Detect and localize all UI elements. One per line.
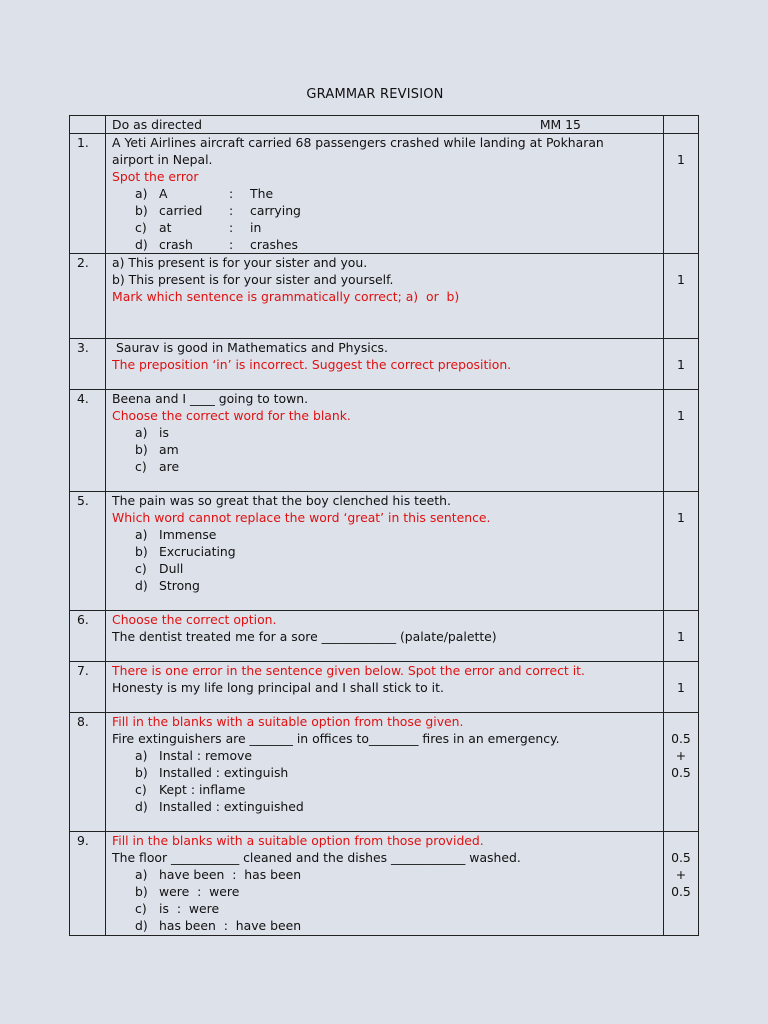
- question-number: 8.: [70, 713, 106, 832]
- marks-value: 0.5: [671, 765, 691, 780]
- option-left-text: at: [159, 220, 172, 235]
- option-label: a): [135, 748, 148, 763]
- option-text: Excruciating: [159, 544, 236, 559]
- option-item: [135, 424, 657, 441]
- option-right-text: carrying: [250, 203, 301, 218]
- option-item: [135, 577, 657, 594]
- option-item: [135, 781, 657, 798]
- option-text: Instal : remove: [159, 748, 253, 763]
- option-separator: :: [229, 203, 234, 218]
- question-instruction: The preposition ‘in’ is incorrect. Suggest the correct preposition.: [112, 357, 512, 372]
- option-right-text: crashes: [250, 237, 298, 252]
- option-text: Installed : extinguish: [159, 765, 289, 780]
- option-item: [135, 458, 657, 475]
- option-item: [135, 764, 657, 781]
- option-item: [135, 560, 657, 577]
- marks-value: 1: [677, 152, 685, 167]
- question-text: airport in Nepal.: [112, 152, 213, 167]
- option-separator: :: [229, 220, 234, 235]
- option-label: d): [135, 918, 148, 933]
- question-text: The pain was so great that the boy clenched his teeth.: [112, 493, 451, 508]
- question-text: A Yeti Airlines aircraft carried 68 passengers crashed while landing at Pokharan: [112, 135, 604, 150]
- instruction-text: Do as directed: [112, 117, 203, 132]
- options-list: [112, 866, 657, 934]
- marks-value: 1: [677, 357, 685, 372]
- marks-cell: [663, 713, 698, 832]
- question-text: The floor ___________ cleaned and the dishes ____________ washed.: [112, 850, 521, 865]
- question-number: 5.: [70, 492, 106, 611]
- max-marks: MM 15: [539, 117, 581, 132]
- marks-value: 1: [677, 680, 685, 695]
- question-number: 9.: [70, 832, 106, 936]
- question-table: [69, 115, 699, 936]
- marks-cell: [663, 492, 698, 611]
- marks-cell: [663, 254, 698, 339]
- question-number: 4.: [70, 390, 106, 492]
- question-text: Beena and I ____ going to town.: [112, 391, 309, 406]
- question-row: [70, 713, 699, 832]
- option-separator: :: [229, 237, 234, 252]
- question-row: [70, 339, 699, 390]
- question-number: 2.: [70, 254, 106, 339]
- option-text: Immense: [159, 527, 217, 542]
- question-body: [106, 254, 664, 339]
- option-right-text: in: [250, 220, 262, 235]
- option-left-text: carried: [159, 203, 203, 218]
- question-body: [106, 134, 664, 254]
- option-item: [135, 185, 657, 202]
- options-list: [112, 747, 657, 815]
- marks-cell: [663, 662, 698, 713]
- question-instruction: Choose the correct option.: [112, 612, 277, 627]
- option-item: [135, 202, 657, 219]
- option-item: [135, 441, 657, 458]
- marks-cell: [663, 339, 698, 390]
- option-text: have been : has been: [159, 867, 302, 882]
- question-row: [70, 254, 699, 339]
- option-left-text: crash: [159, 237, 193, 252]
- option-label: b): [135, 884, 148, 899]
- marks-value: 1: [677, 408, 685, 423]
- question-text: Saurav is good in Mathematics and Physics.: [112, 340, 388, 355]
- question-body: [106, 492, 664, 611]
- option-label: c): [135, 459, 147, 474]
- option-text: Strong: [159, 578, 200, 593]
- option-label: b): [135, 203, 148, 218]
- marks-value: 0.5: [671, 884, 691, 899]
- question-row: [70, 662, 699, 713]
- question-instruction: Fill in the blanks with a suitable option from those given.: [112, 714, 464, 729]
- option-item: [135, 747, 657, 764]
- question-row: [70, 390, 699, 492]
- option-item: [135, 917, 657, 934]
- marks-cell: [663, 390, 698, 492]
- option-text: Installed : extinguished: [159, 799, 304, 814]
- question-body: [106, 611, 664, 662]
- option-separator: :: [229, 186, 234, 201]
- option-text: has been : have been: [159, 918, 302, 933]
- option-label: d): [135, 578, 148, 593]
- question-body: [106, 662, 664, 713]
- question-text: The dentist treated me for a sore ____________ (palate/palette): [112, 629, 497, 644]
- option-item: [135, 219, 657, 236]
- table-header-row: [70, 116, 699, 134]
- question-number: 7.: [70, 662, 106, 713]
- marks-value: 0.5: [671, 850, 691, 865]
- option-left-text: A: [159, 186, 168, 201]
- page-title: GRAMMAR REVISION: [306, 87, 444, 102]
- marks-value: +: [675, 748, 687, 763]
- header-instruction-cell: [106, 116, 664, 134]
- question-instruction: Choose the correct word for the blank.: [112, 408, 351, 423]
- marks-value: 1: [677, 510, 685, 525]
- option-text: am: [159, 442, 179, 457]
- question-instruction: There is one error in the sentence given below. Spot the error and correct it.: [112, 663, 585, 678]
- option-label: a): [135, 867, 148, 882]
- option-right-text: The: [250, 186, 274, 201]
- option-label: c): [135, 220, 147, 235]
- option-label: a): [135, 425, 148, 440]
- options-list: [112, 424, 657, 475]
- question-text: Honesty is my life long principal and I shall stick to it.: [112, 680, 444, 695]
- marks-value: 1: [677, 272, 685, 287]
- question-number: 6.: [70, 611, 106, 662]
- option-label: b): [135, 765, 148, 780]
- option-text: is : were: [159, 901, 220, 916]
- option-label: b): [135, 544, 148, 559]
- question-text: a) This present is for your sister and you.: [112, 255, 368, 270]
- option-text: is: [159, 425, 169, 440]
- option-text: Dull: [159, 561, 184, 576]
- option-item: [135, 543, 657, 560]
- option-item: [135, 866, 657, 883]
- option-label: a): [135, 527, 148, 542]
- option-item: [135, 900, 657, 917]
- options-list: [112, 185, 657, 253]
- question-row: [70, 134, 699, 254]
- question-text: b) This present is for your sister and yourself.: [112, 272, 394, 287]
- question-body: [106, 390, 664, 492]
- option-label: a): [135, 186, 148, 201]
- question-instruction: Mark which sentence is grammatically correct; a) or b): [112, 289, 460, 304]
- option-label: c): [135, 901, 147, 916]
- options-list: [112, 526, 657, 594]
- question-row: [70, 611, 699, 662]
- question-number: 1.: [70, 134, 106, 254]
- option-text: are: [159, 459, 180, 474]
- marks-cell: [663, 832, 698, 936]
- marks-value: +: [675, 867, 687, 882]
- marks-cell: [663, 611, 698, 662]
- marks-cell: [663, 134, 698, 254]
- question-instruction: Spot the error: [112, 169, 199, 184]
- question-row: [70, 492, 699, 611]
- marks-value: 1: [677, 629, 685, 644]
- option-item: [135, 883, 657, 900]
- option-text: Kept : inflame: [159, 782, 246, 797]
- option-label: c): [135, 561, 147, 576]
- question-instruction: Fill in the blanks with a suitable option from those provided.: [112, 833, 484, 848]
- option-text: were : were: [159, 884, 240, 899]
- question-body: [106, 339, 664, 390]
- header-marks-cell: [663, 116, 698, 134]
- option-item: [135, 526, 657, 543]
- option-label: d): [135, 237, 148, 252]
- option-item: [135, 236, 657, 253]
- question-body: [106, 832, 664, 936]
- option-label: c): [135, 782, 147, 797]
- question-row: [70, 832, 699, 936]
- option-label: b): [135, 442, 148, 457]
- question-number: 3.: [70, 339, 106, 390]
- option-item: [135, 798, 657, 815]
- marks-value: 0.5: [671, 731, 691, 746]
- header-num-cell: [70, 116, 106, 134]
- question-body: [106, 713, 664, 832]
- question-instruction: Which word cannot replace the word ‘great’ in this sentence.: [112, 510, 491, 525]
- option-label: d): [135, 799, 148, 814]
- question-text: Fire extinguishers are _______ in offices to________ fires in an emergency.: [112, 731, 560, 746]
